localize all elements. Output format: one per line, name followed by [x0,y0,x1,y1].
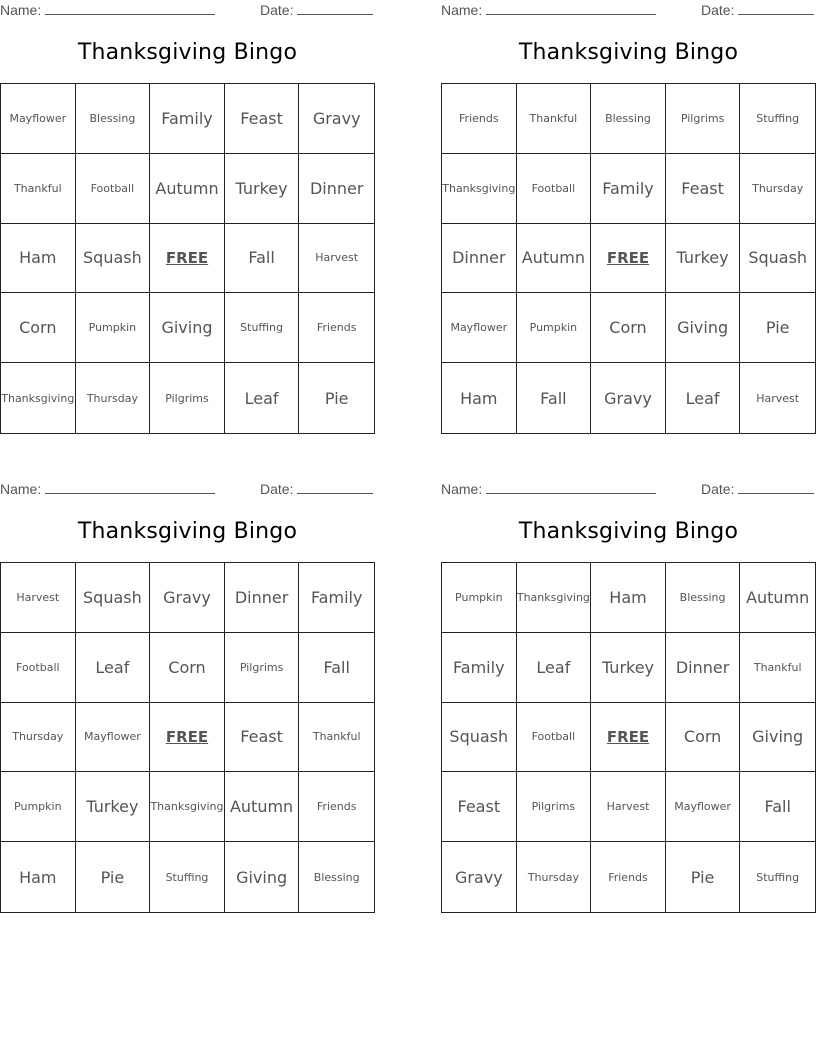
bingo-cell[interactable]: Stuffing [756,870,800,884]
date-line [738,2,814,15]
bingo-cell[interactable]: Dinner [225,563,300,633]
bingo-card-2 [441,0,816,440]
bingo-cell[interactable]: Giving [150,293,225,363]
bingo-cell[interactable]: Pilgrims [225,633,300,703]
bingo-cell[interactable]: Pumpkin [442,563,517,633]
bingo-cell[interactable]: Blessing [591,84,666,154]
bingo-grid [441,562,816,913]
bingo-cell[interactable]: Mayflower [442,293,517,363]
bingo-cell[interactable]: Pumpkin [76,293,151,363]
bingo-cell[interactable]: Corn [150,633,225,703]
bingo-cell[interactable]: Family [299,563,374,633]
bingo-cell[interactable]: Gravy [299,84,374,154]
name-field[interactable] [0,2,215,18]
date-label: Date: [260,481,294,497]
bingo-card-1 [0,0,375,440]
bingo-cell[interactable]: Thankful [1,154,76,224]
free-space-cell[interactable]: FREE [591,224,666,294]
bingo-cell[interactable]: Thursday [1,703,76,773]
bingo-cell[interactable]: Autumn [225,772,300,842]
bingo-cell[interactable]: Dinner [442,224,517,294]
bingo-cell[interactable]: Feast [666,154,741,224]
bingo-cell[interactable]: Gravy [591,363,666,433]
bingo-cell[interactable]: Blessing [76,84,151,154]
bingo-cell[interactable]: Blessing [313,870,360,884]
bingo-cell[interactable]: Fall [225,224,300,294]
name-label: Name: [441,2,483,18]
bingo-cell[interactable]: Ham [442,363,517,433]
bingo-cell[interactable]: Pie [740,293,815,363]
bingo-cell[interactable]: Turkey [591,633,666,703]
bingo-cell[interactable]: Thankful [299,703,374,773]
bingo-cell[interactable]: Thursday [76,363,151,433]
card-title: Thanksgiving Bingo [77,519,298,544]
bingo-cell[interactable]: Turkey [225,154,300,224]
bingo-cell[interactable]: Football [517,703,592,773]
bingo-cell[interactable]: Harvest [591,772,666,842]
bingo-cell[interactable]: Corn [591,293,666,363]
bingo-cell[interactable]: Pie [666,842,741,912]
bingo-cell[interactable]: Thanksgiving [1,363,76,433]
name-line [486,481,656,494]
bingo-grid [441,83,816,434]
bingo-cell[interactable]: Thankful [740,633,815,703]
bingo-cell[interactable]: Mayflower [1,84,76,154]
bingo-cell[interactable]: Fall [740,772,815,842]
bingo-cell[interactable]: Thanksgiving [150,772,225,842]
bingo-cell[interactable]: Squash [740,224,815,294]
bingo-cell[interactable]: Corn [666,703,741,773]
bingo-cell[interactable]: Pumpkin [517,293,592,363]
date-label: Date: [260,2,294,18]
bingo-cell[interactable]: Autumn [150,154,225,224]
bingo-cell[interactable]: Harvest [756,391,800,405]
name-field[interactable] [0,481,215,497]
bingo-cell[interactable]: Pilgrims [666,84,741,154]
date-line [297,2,373,15]
name-field[interactable] [441,2,656,18]
card-title: Thanksgiving Bingo [518,519,739,544]
bingo-cell[interactable]: Feast [225,703,300,773]
bingo-cell[interactable]: Harvest [299,224,374,294]
name-line [45,481,215,494]
card-title: Thanksgiving Bingo [77,40,298,65]
bingo-cell[interactable]: Friends [591,842,666,912]
bingo-cell[interactable]: Gravy [442,842,517,912]
bingo-cell[interactable]: Fall [299,633,374,703]
bingo-cell[interactable]: Leaf [517,633,592,703]
bingo-cell[interactable]: Squash [442,703,517,773]
bingo-cell[interactable]: Friends [442,84,517,154]
bingo-cell[interactable]: Thankful [517,84,592,154]
bingo-cell[interactable]: Feast [225,84,300,154]
free-space-cell[interactable]: FREE [150,224,225,294]
date-line [738,481,814,494]
bingo-cell[interactable]: Ham [1,224,76,294]
bingo-cell[interactable]: Stuffing [740,84,815,154]
bingo-cell[interactable]: Leaf [225,363,300,433]
free-space-cell[interactable]: FREE [591,703,666,773]
bingo-cell[interactable]: Blessing [666,563,741,633]
bingo-cell[interactable]: Leaf [76,633,151,703]
bingo-cell[interactable]: Mayflower [76,703,151,773]
card-title: Thanksgiving Bingo [518,40,739,65]
name-date-row [0,479,375,501]
bingo-cell[interactable]: Corn [1,293,76,363]
bingo-cell[interactable]: Autumn [517,224,592,294]
bingo-cell[interactable]: Leaf [666,363,741,433]
name-field[interactable] [441,481,656,497]
bingo-cell[interactable]: Football [1,633,76,703]
bingo-cell[interactable]: Family [150,84,225,154]
bingo-cell[interactable]: Turkey [666,224,741,294]
date-line [297,481,373,494]
name-label: Name: [0,481,42,497]
date-label: Date: [701,481,735,497]
bingo-cell[interactable]: Pie [76,842,151,912]
bingo-cell[interactable]: Family [591,154,666,224]
bingo-cell[interactable]: Family [442,633,517,703]
bingo-cell[interactable]: Friends [299,772,374,842]
bingo-cell[interactable]: Thursday [740,154,815,224]
date-field[interactable] [701,481,814,497]
bingo-grid [0,562,375,913]
bingo-cell[interactable]: Thursday [517,842,592,912]
bingo-cell[interactable]: Gravy [150,563,225,633]
date-field[interactable] [260,2,373,18]
name-label: Name: [441,481,483,497]
bingo-cell[interactable]: Football [76,154,151,224]
bingo-cell[interactable]: Giving [740,703,815,773]
bingo-grid [0,83,375,434]
bingo-cell[interactable]: Giving [666,293,741,363]
bingo-cell[interactable]: Feast [442,772,517,842]
bingo-cell[interactable]: Thanksgiving [517,563,592,633]
bingo-cell[interactable]: Pie [324,388,349,408]
name-date-row [0,0,375,22]
bingo-cell[interactable]: Mayflower [666,772,741,842]
bingo-cell[interactable]: Squash [76,224,151,294]
bingo-cell[interactable]: Ham [591,563,666,633]
bingo-cell[interactable]: Pumpkin [1,772,76,842]
bingo-cell[interactable]: Thanksgiving [442,154,517,224]
bingo-cell[interactable]: Pilgrims [150,363,225,433]
free-space-cell[interactable]: FREE [150,703,225,773]
name-line [45,2,215,15]
date-field[interactable] [701,2,814,18]
bingo-cell[interactable]: Ham [1,842,76,912]
bingo-cell[interactable]: Fall [517,363,592,433]
bingo-cell[interactable]: Harvest [1,563,76,633]
bingo-cell[interactable]: Pilgrims [517,772,592,842]
bingo-cell[interactable]: Stuffing [225,293,300,363]
bingo-cell[interactable]: Dinner [299,154,374,224]
name-label: Name: [0,2,42,18]
bingo-cell[interactable]: Squash [76,563,151,633]
bingo-cell[interactable]: Giving [225,842,300,912]
bingo-cell[interactable]: Autumn [740,563,815,633]
date-field[interactable] [260,481,373,497]
bingo-cell[interactable]: Stuffing [150,842,225,912]
bingo-cell[interactable]: Friends [299,293,374,363]
name-line [486,2,656,15]
bingo-cell[interactable]: Football [517,154,592,224]
bingo-card-4 [441,479,816,919]
name-date-row [441,0,816,22]
bingo-card-3 [0,479,375,919]
name-date-row [441,479,816,501]
date-label: Date: [701,2,735,18]
bingo-cell[interactable]: Turkey [76,772,151,842]
bingo-cell[interactable]: Dinner [666,633,741,703]
